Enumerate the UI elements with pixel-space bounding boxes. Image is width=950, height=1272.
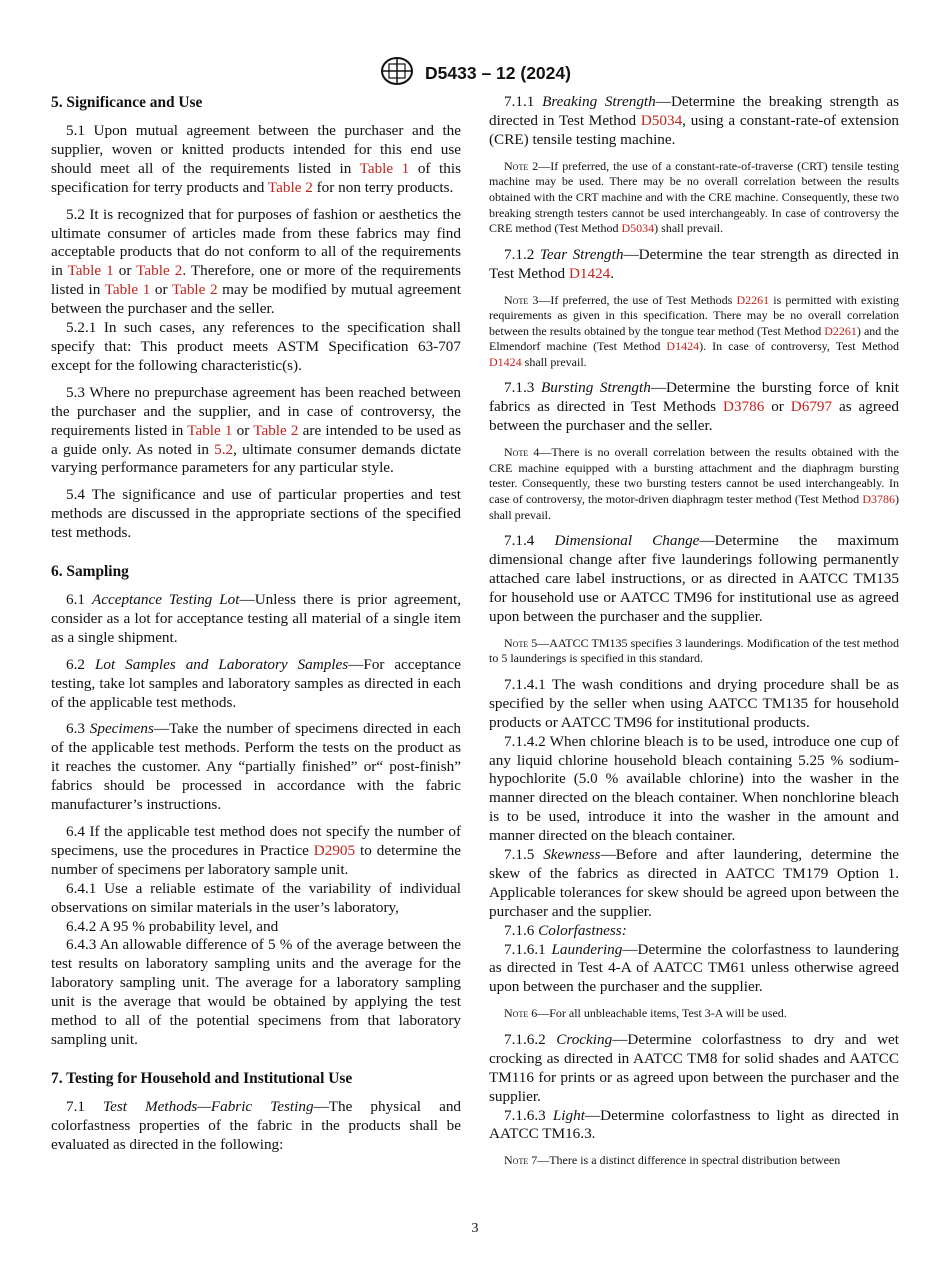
document-id: D5433 – 12 (2024)	[425, 63, 571, 83]
link-d3786[interactable]: D3786	[862, 491, 895, 506]
paragraph-7-1-4: 7.1.4 Dimensional Change—Determine the maximum dimensional change after five launderings following permanently attached care label instructions, or as directed in AATCC TM135 for household use or AATCC TM96 for institutional use as agreed upon between the purchaser and the supplier.	[489, 532, 899, 625]
paragraph-6-3: 6.3 Specimens—Take the number of specimens directed in each of the applicable test methods. Perform the tests on the product as it reaches the customer. Any “partially finished” or“ post-finish” fabrics should be processed in accordance with the fabric manufacturer’s instructions.	[51, 720, 462, 814]
paragraph-5-2: 5.2 It is recognized that for purposes of fashion or aesthetics the ultimate consumer of articles made from these fabrics may find acceptable products that do not conform to all of the requirements in Table 1 or Table 2. Therefore, one or more of the requirements listed in Table 1 or Table 2 may be modified by mutual agreement between the purchaser and the seller.	[51, 205, 461, 318]
link-table-2[interactable]: Table 2	[253, 421, 299, 439]
paragraph-6-1: 6.1 Acceptance Testing Lot—Unless there is prior agreement, consider as a lot for acceptance testing all material of a single item as a single shipment.	[51, 591, 462, 646]
link-d2261[interactable]: D2261	[736, 292, 770, 307]
paragraph-7-1-4-1: 7.1.4.1 The wash conditions and drying procedure shall be as specified by the seller when using AATCC TM135 for household products or AATCC TM96 for institutional products.	[489, 675, 899, 731]
paragraph-6-4-1: 6.4.1 Use a reliable estimate of the variability of individual observations on similar materials in the user’s laboratory,	[51, 879, 461, 916]
link-d1424[interactable]: D1424	[489, 354, 522, 369]
link-d2261[interactable]: D2261	[824, 323, 857, 338]
paragraph-7-1-1: 7.1.1 Breaking Strength—Determine the breaking strength as directed in Test Method D5034, using a constant-rate-of extension (CRE) tensile testing machine.	[489, 93, 900, 148]
link-table-1[interactable]: Table 1	[187, 421, 233, 439]
paragraph-7-1-6: 7.1.6 Colorfastness:	[504, 921, 627, 939]
paragraph-7-1-4-2: 7.1.4.2 When chlorine bleach is to be used, introduce one cup of any liquid chlorine household bleach containing 5.25 % sodium-hypochlorite (5.0 % available chlorine) into the washer in the manner directed on the bleach container. When nonchlorine bleach is to be used, introduce it into the washer in the amount and manner directed on the bleach container.	[489, 732, 899, 845]
paragraph-6-2: 6.2 Lot Samples and Laboratory Samples—For acceptance testing, take lot samples and laboratory samples as directed in each of the applicable test methods.	[51, 655, 462, 711]
paragraph-5-3: 5.3 Where no prepurchase agreement has been reached between the purchaser and the supplier, and in case of controversy, the requirements listed in Table 1 or Table 2 are intended to be used as a guide only. As noted in 5.2, ultimate consumer demands dictate varying performance parameters for any particular style.	[51, 383, 461, 477]
paragraph-6-4: 6.4 If the applicable test method does not specify the number of specimens, use the procedures in Practice D2905 to determine the number of specimens per laboratory sample unit.	[51, 823, 461, 878]
paragraph-7-1-6-1: 7.1.6.1 Laundering—Determine the colorfastness to laundering as directed in Test 4-A of AATCC TM61 unless otherwise agreed upon between the purchaser and the supplier.	[489, 940, 900, 996]
note-7: Note 7—There is a distinct difference in spectral distribution between	[504, 1153, 841, 1168]
link-table-2[interactable]: Table 2	[136, 262, 183, 280]
link-d1424[interactable]: D1424	[666, 339, 700, 354]
astm-logo-icon	[379, 56, 415, 91]
paragraph-6-4-2: 6.4.2 A 95 % probability level, and	[66, 917, 279, 935]
link-d1424[interactable]: D1424	[568, 264, 611, 282]
paragraph-7-1-6-3: 7.1.6.3 Light—Determine colorfastness to light as directed in AATCC TM16.3.	[489, 1106, 899, 1143]
link-d5034[interactable]: D5034	[640, 111, 683, 129]
link-d6797[interactable]: D6797	[790, 398, 833, 416]
paragraph-7-1: 7.1 Test Methods—Fabric Testing—The physical and colorfastness properties of the fabric in the products shall be evaluated as directed in the following:	[51, 1097, 462, 1153]
section-6-heading: 6. Sampling	[51, 563, 129, 581]
link-d2905[interactable]: D2905	[313, 841, 356, 859]
link-d5034[interactable]: D5034	[621, 221, 655, 236]
paragraph-7-1-5: 7.1.5 Skewness—Before and after laundering, determine the skew of the fabrics as directed in AATCC TM179 Option 1. Applicable tolerances for skew should be agreed upon between the purchaser and the supplier.	[489, 846, 899, 920]
paragraph-5-4: 5.4 The significance and use of particular properties and test methods are discussed in the appropriate sections of the specified test methods.	[51, 486, 461, 542]
section-7-heading: 7. Testing for Household and Institutional Use	[51, 1069, 353, 1087]
link-d3786[interactable]: D3786	[722, 398, 765, 416]
paragraph-5-1: 5.1 Upon mutual agreement between the purchaser and the supplier, woven or knitted products intended for this end use should meet all of the requirements listed in Table 1 of this specification for terry products and Table 2 for non terry products.	[51, 122, 461, 196]
link-table-1[interactable]: Table 1	[359, 159, 410, 177]
paragraph-6-4-3: 6.4.3 An allowable difference of 5 % of the average between the test results on laboratory sampling units and the average for the laboratory sampling unit. The average for a laboratory sampling unit is the average that would be obtained by applying the test method to all of the potential specimens from that laboratory sampling unit.	[51, 936, 461, 1048]
link-table-2[interactable]: Table 2	[171, 281, 218, 299]
note-5: Note 5—AATCC TM135 specifies 3 launderings. Modification of the test method to 5 launderings is specified in this standard.	[489, 635, 900, 666]
page-number: 3	[471, 1221, 479, 1236]
note-4: Note 4—There is no overall correlation between the results obtained with the CRE machine equipped with a bursting attachment and the diaphragm bursting tester. Consequently, these two bursting testers cannot be used interchangeably. In case of controversy, the motor-driven diaphragm tester method (Test Method D3786) shall prevail.	[489, 445, 899, 522]
note-3: Note 3—If preferred, the use of Test Methods D2261 is permitted with existing requirements as given in this specification. There may be no overall correlation between the results obtained by the tongue tear method (Test Method D2261) and the Elmendorf machine (Test Method D1424). In case of controversy, Test Method D1424 shall prevail.	[489, 292, 899, 369]
paragraph-7-1-6-2: 7.1.6.2 Crocking—Determine colorfastness to dry and wet crocking as directed in AATCC TM8 for solid shades and AATCC TM116 for prints or as agreed upon between the purchaser and the supplier.	[489, 1030, 899, 1105]
link-section-5-2[interactable]: 5.2	[214, 440, 234, 458]
paragraph-7-1-3: 7.1.3 Bursting Strength—Determine the bursting force of knit fabrics as directed in Test Methods D3786 or D6797 as agreed between the purchaser and the seller.	[489, 379, 900, 435]
note-2: Note 2—If preferred, the use of a constant-rate-of-traverse (CRT) tensile testing machine may be used. There may be no overall correlation between the results obtained with the CRT machine and with the CRE machine. Consequently, these two breaking strength testers cannot be used interchangeably. In case of controversy the CRE method (Test Method D5034) shall prevail.	[489, 158, 900, 236]
right-column	[489, 93, 899, 1178]
note-6: Note 6—For all unbleachable items, Test 3-A will be used.	[504, 1006, 787, 1021]
link-table-1[interactable]: Table 1	[104, 281, 151, 299]
paragraph-5-2-1: 5.2.1 In such cases, any references to the specification shall specify that: This product meets ASTM Specification 63-707 except for the following characteristic(s).	[51, 319, 461, 374]
left-column	[51, 93, 461, 1155]
paragraph-7-1-2: 7.1.2 Tear Strength—Determine the tear strength as directed in Test Method D1424.	[489, 245, 900, 282]
section-5-heading: 5. Significance and Use	[51, 94, 203, 111]
link-table-2[interactable]: Table 2	[267, 178, 313, 196]
page-header	[0, 56, 950, 91]
link-table-1[interactable]: Table 1	[67, 262, 114, 280]
